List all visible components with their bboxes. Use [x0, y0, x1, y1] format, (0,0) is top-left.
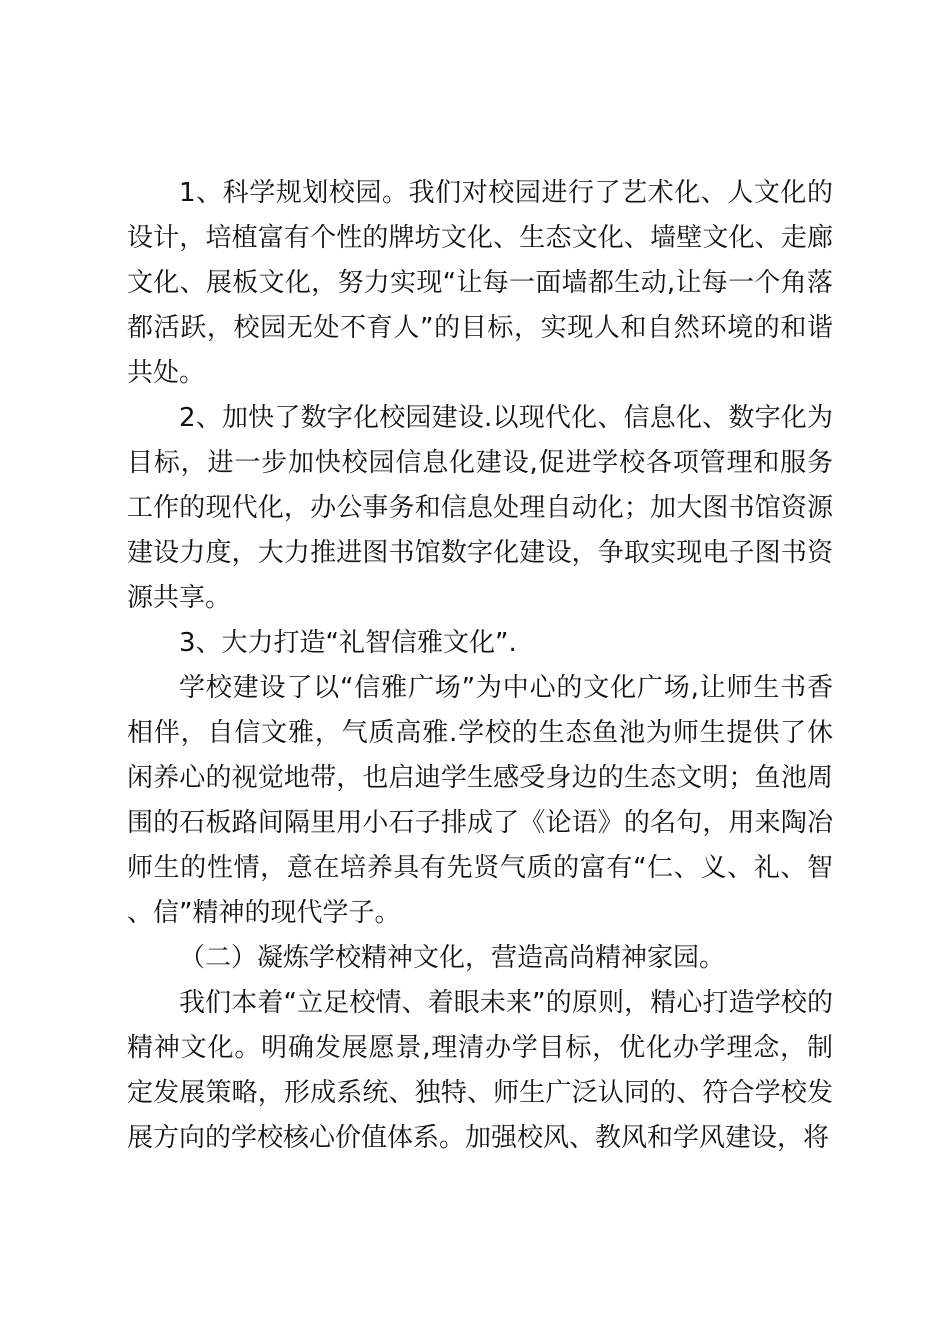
section-heading-spirit-culture: （二）凝炼学校精神文化，营造高尚精神家园。	[179, 943, 726, 973]
paragraph-digital-campus: 2、加快了数字化校园建设.以现代化、信息化、数字化为目标，进一步加快校园信息化建设,促进学校各项管理和服务工作的现代化，办公事务和信息处理自动化；加大图书馆资源建设力度，大力推进图书馆数字化建设，争取实现电子图书资源共享。	[127, 403, 833, 613]
document-body	[127, 171, 833, 1161]
paragraph-xinya-square: 学校建设了以“信雅广场”为中心的文化广场,让师生书香相伴，自信文雅，气质高雅.学校的生态鱼池为师生提供了休闲养心的视觉地带，也启迪学生感受身边的生态文明；鱼池周围的石板路间隔里用小石子排成了《论语》的名句，用来陶冶师生的性情，意在培养具有先贤气质的富有“仁、义、礼、智、信”精神的现代学子。	[127, 673, 833, 928]
paragraph-campus-planning: 1、科学规划校园。我们对校园进行了艺术化、人文化的设计，培植富有个性的牌坊文化、生态文化、墙壁文化、走廊文化、展板文化，努力实现“让每一面墙都生动,让每一个角落都活跃，校园无处不育人”的目标，实现人和自然环境的和谐共处。	[127, 178, 833, 388]
paragraph-spirit-culture: 我们本着“立足校情、着眼未来”的原则，精心打造学校的精神文化。明确发展愿景,理清办学目标，优化办学理念，制定发展策略，形成系统、独特、师生广泛认同的、符合学校发展方向的学校核心价值体系。加强校风、教风和学风建设，将	[127, 988, 833, 1153]
paragraph-culture-heading: 3、大力打造“礼智信雅文化”.	[179, 628, 517, 658]
